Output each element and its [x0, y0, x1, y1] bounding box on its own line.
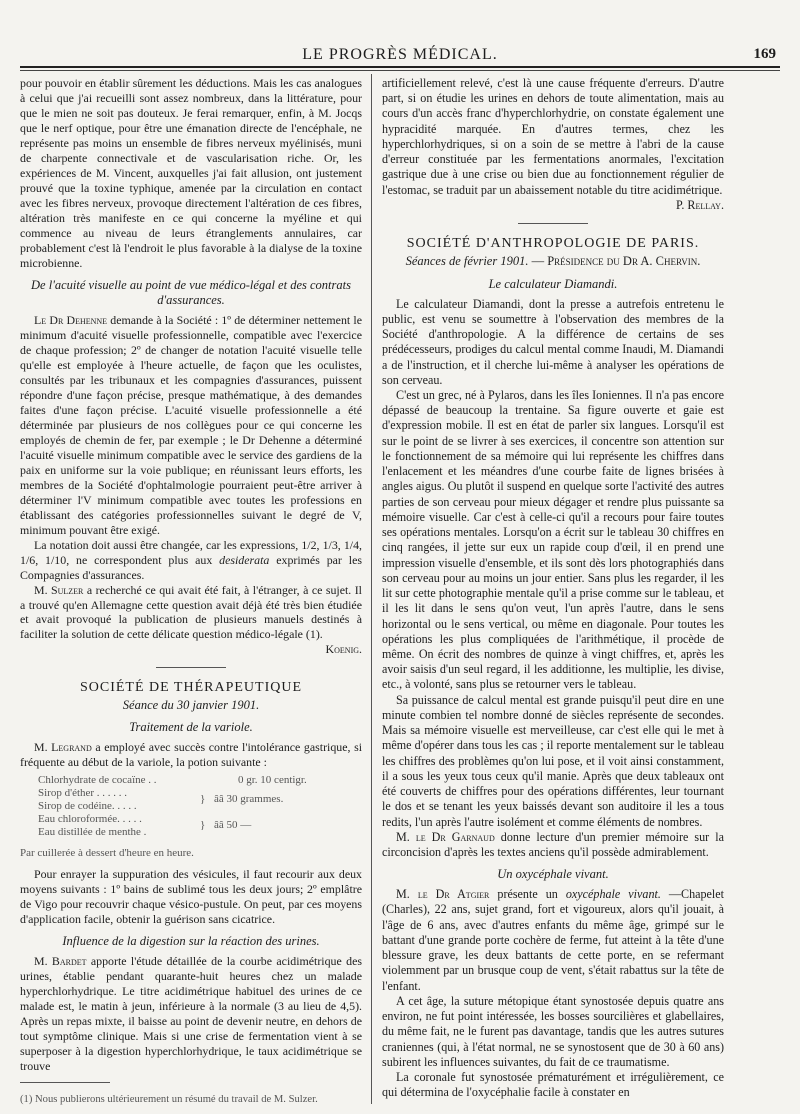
diamandi-paragraph-1: Le calculateur Diamandi, dont la presse a autrefois entretenu le public, est venu se soumettre à l'observation des membres de la Société d'anthropologie. A la différence de certains de ses prédécesseurs, prodiges du calcul mental comme Inaudi, M. Diamandi a de l'instruction, et il cherche lui-même à analyser les opérations de son cerveau. [382, 296, 724, 387]
column-divider [371, 74, 372, 1104]
formula-row: Sirop de codéine. . . . . [38, 800, 137, 813]
oxycephale-paragraph-1 [382, 887, 724, 994]
formula-row: Eau chloroformée. . . . . [38, 813, 142, 826]
seance-date: Séances de février 1901. [405, 254, 529, 269]
section-separator [156, 667, 226, 668]
diamandi-paragraph-2: C'est un grec, né à Pylaros, dans les îles Ioniennes. Il n'a pas encore dépassé de beaucoup la trentaine. Sa figure ouverte et gaie est d'expression mobile. Il est en état de parler six langues. Lorsqu'il est sur le point de se livrer à ses exercices, il concentre son attention sur le fonctionnement de sa mémoire qui lui représente les chiffres dans l'enlacement et les méandres d'une courbe faite de lignes brisées à angles aigus. Ou plutôt il suspend en quelque sorte l'activité des autres parties de son cerveau pour mieux dégager et rendre plus puissante sa mémoire visuelle. Car c'est à celle-ci qu'il a recours pour faire toutes ses opérations mentales. Lorsqu'on a écrit sur le tableau 30 chiffres en cinq rangées, il jette sur eux un rapide coup d'œil, il en prend une impression visuelle d'ensemble, et ils sont dès lors photographiés dans son cerveau pour au moins un jour entier. Sans plus les regarder, il les lit sur cette photographie mentale qu'il a prise comme sur le tableau, et il les lit dans le sens qu'on veut, l'un après l'autre, dans le sens horizontal ou le sens vertical, ou même en diagonale. Pour toutes les opérations les plus compliquées de l'arithmétique, il procède de même. On écrit des nombres de quinze à vingt chiffres, et, après les avoir saisis d'un seul regard, il les additionne, les multiplie, les divise, etc., à volonté, sans plus se retourner vers le tableau. [382, 387, 724, 692]
formula-dose: ââ 30 grammes. [214, 793, 284, 806]
diamandi-title: Le calculateur Diamandi. [488, 276, 618, 291]
formula-brace: } [200, 793, 206, 806]
oxycephale-title: Un oxycéphale vivant. [497, 867, 609, 882]
formula-row: Sirop d'éther . . . . . . [38, 787, 128, 800]
footnote-rule [20, 1082, 110, 1083]
header-rule-thick [20, 66, 780, 68]
formula-dose: 0 gr. 10 centigr. [238, 774, 307, 787]
acuite-section-title: De l'acuité visuelle au point de vue médico-légal et des contrats d'assurances. [31, 277, 351, 307]
variole-title: Traitement de la variole. [129, 720, 253, 735]
speaker-name: Le Dr Dehenne [34, 312, 108, 327]
oxy-text-b: —Chapelet (Charles), 22 ans, sujet grand, fort et vigoureux, alors qu'il jouait, à l'âge de 6 ans, avec d'autres enfants du même âge, grimpé sur le battant d'une grande porte cochère de ferme, fut atteint à la tête d'une blessure grave, les deux battants de cette porte, en se refermant violemment par un brusque coup de vent, s'était rabattus sur la tête de l'enfant. [382, 887, 724, 993]
acuite-text-2b: exprimés par les Compagnies d'assurances. [20, 552, 362, 582]
digestion-title: Influence de la digestion sur la réaction des urines. [62, 934, 320, 949]
variole-text: a employé avec succès contre l'intolérance gastrique, si fréquente au début de la variole, la potion suivante : [20, 740, 362, 770]
right-column [382, 76, 724, 1101]
page-number: 169 [753, 46, 776, 62]
digestion-text: apporte l'étude détaillée de la courbe acidimétrique des urines, établie pendant quarante-huit heures chez un malade hyperchlorhydrique. Le titre acidimétrique habituel des urines de ce malade est, le matin à jeun, inférieure à la normale (3 au lieu de 4,5). Après un repas mixte, il baisse au point de devenir neutre, en dehors de tout symptôme clinique. Mais si une crise de fermentation vient à se superposer à la digestion hyperchlorhydrique, le taux acidimétrique se trouve [20, 954, 362, 1074]
header-rule-thin [20, 70, 780, 71]
variole-paragraph [20, 740, 362, 770]
garnaud-paragraph [382, 830, 724, 860]
formula-row: Eau distillée de menthe . [38, 826, 147, 839]
speaker-name: M. le Dr Garnaud [396, 829, 495, 844]
running-header [20, 44, 780, 66]
intro-paragraph: pour pouvoir en établir sûrement les déductions. Mais les cas analogues à celui que j'ai recueilli sont assez nombreux, dans la littérature, pour que le mien ne soit pas douteux. Je ferai remarquer, enfin, à M. Jocqs que le nerf optique, pour être une émanation directe de l'encéphale, ne représente pas moins un ensemble de fibres nerveux myélinisés, muni de charpente connectivale et de vascularisation riche. Or, les expériences de M. Vincent, auxquelles j'ai fait allusion, ont justement prouvé que la toxine typhique, amenée par la circulation en contact avec les fibres nerveux, provoque directement l'altération de ces fibres, altération très manifeste en ce qui concerne la myéline et qui commence au niveau de leurs étranglements annulaires, car probablement c'est là l'endroit le plus favorable à la dialyse de la toxine microbienne. [20, 76, 362, 270]
continued-signature: P. Rellay. [675, 197, 724, 212]
journal-title: LE PROGRÈS MÉDICAL. [302, 46, 498, 63]
acuite-paragraph-3 [20, 583, 362, 643]
diamandi-paragraph-3: Sa puissance de calcul mental est grande puisqu'il peut dire en une minute combien tel nombre donné de siècles représente de secondes. Mais sa mémoire visuelle est merveilleuse, car c'est elle qui le met à même d'opérer dans tous les cas ; il reporte mentalement sur le tableau les chiffres des problèmes qu'on lui pose, et il voit ainsi constamment, il a sous les yeux tous ceux qu'il manie. Après que deux tableaux ont été couverts de chiffres pour des opérations différentes, leur tournant le dos et se tenant les yeux baissés devant son auditoire il les a tous redits, l'un après l'autre isolément et comme éléments de nombres. [382, 692, 724, 829]
acuite-text-1: demande à la Société : 1º de déterminer nettement le minimum d'acuité visuelle professionnelle, compatible avec l'exercice de chaque profession; 2º de changer de notation l'acuité visuelle telle qu'elle est employée à l'heure actuelle, de façon que les oculistes, consultés par les tribunaux et les compagnies d'assurances, puissent répondre d'une façon précise, presque mathématique, à des demandes faites d'une façon précise. L'acuité visuelle professionnelle a été déterminée par plusieurs de nos collègues pour ce qui concerne les employés de chemin de fer, par exemple ; le Dr Dehenne a déterminé l'acuité visuelle minimum compatible avec le service des gardiens de la paix en uniforme sur la voie publique; en réunissant leurs efforts, les membres de la Société d'ophtalmologie pourraient peut-être arriver à déterminer l'V minimum compatible avec toutes les professions en établissant des catégories professionnelles suivant le degré de V, minimum pouvant être exigé. [20, 312, 362, 537]
speaker-name: M. le Dr Atgier [396, 887, 490, 902]
acuite-text-2-em: desiderata [219, 552, 270, 567]
footnote: (1) Nous publierons ultérieurement un résumé du travail de M. Sulzer. [20, 1094, 318, 1106]
formula-posology: Par cuillerée à dessert d'heure en heure. [20, 847, 194, 860]
oxycephale-paragraph-2: A cet âge, la suture métopique étant synostosée depuis quatre ans environ, ne fut point intéressée, les bosses sourcilières et glabellaires, du même fait, ne le furent pas davantage, tandis que les autres sutures craniennes (qui, à l'état normal, ne se synostosent que de 30 à 60 ans) subirent les influences suivantes, du fait de ce traumatisme. [382, 993, 724, 1069]
formula-brace: } [200, 819, 206, 832]
soc-therapeutique-heading: SOCIÉTÉ DE THÉRAPEUTIQUE [79, 680, 303, 696]
speaker-name: M. Sulzer [34, 582, 84, 597]
prescription-formula [38, 774, 362, 844]
acuite-text-3: a recherché ce qui avait été fait, à l'étranger, à ce sujet. Il a trouvé qu'en Allemagne cette question avait déjà été très bien étudiée et avait provoqué la publication de plusieurs manuels destinés à faciliter la solution de cette délicate question médico-légale (1). [20, 582, 362, 642]
garnaud-text: donne lecture d'un premier mémoire sur la circoncision d'après les textes anciens qu'il possède admirablement. [382, 829, 724, 860]
acuite-text-2a: La notation doit aussi être changée, car les expressions, 1/2, 1/3, 1/4, 1/6, 1/10, ne correspondent plus aux [20, 537, 362, 567]
acuite-paragraph-2 [20, 538, 362, 583]
soc-therapeutique-seance: Séance du 30 janvier 1901. [122, 698, 260, 713]
digestion-paragraph [20, 954, 362, 1074]
variole-paragraph-2: Pour enrayer la suppuration des vésicules, il faut recourir aux deux moyens suivants : 1º bains de sublimé tous les deux jours; 2º emplâtre de Vigo pour recouvrir chaque vésico-pustule. On peut, par ces moyens d'application facile, obtenir la guérison sans cicatrice. [20, 867, 362, 927]
soc-anthropologie-seance [382, 254, 724, 269]
oxycephale-paragraph-3: La coronale fut synostosée prématurément et irrégulièrement, ce qui détermina de l'oxycéphalie facile à constater en [382, 1070, 724, 1100]
acuite-paragraph-1 [20, 313, 362, 538]
oxy-text-a: présente un [489, 887, 566, 902]
oxy-text-em: oxycéphale vivant. [565, 887, 661, 902]
formula-row: Chlorhydrate de cocaïne . . [38, 774, 157, 787]
seance-presidence: — Présidence du Dr A. Chervin. [528, 254, 701, 269]
formula-dose: ââ 50 — [214, 819, 252, 832]
speaker-name: M. Legrand [34, 740, 92, 755]
left-column [20, 76, 362, 1106]
soc-anthropologie-heading: SOCIÉTÉ D'ANTHROPOLOGIE DE PARIS. [406, 236, 700, 252]
continued-paragraph: artificiellement relevé, c'est là une cause fréquente d'erreurs. D'autre part, si on étudie les urines en dehors de toute alimentation, mais au cours d'un accès franc d'hyperchlorhydrie, on constate également une hypracidité marquée. En d'autres termes, chez les hyperchlorhydriques, si on a soin de se mettre à l'abri de la cause d'erreur constituée par les fermentations anormales, l'excitation gastrique due à une crise ou bien due au fonctionnement régulier de l'estomac, se traduit par un abaissement notable du titre acidimétrique. [382, 76, 724, 197]
acuite-signature: Koenig. [325, 642, 362, 657]
speaker-name: M. Bardet [34, 954, 87, 969]
section-separator [518, 223, 588, 224]
